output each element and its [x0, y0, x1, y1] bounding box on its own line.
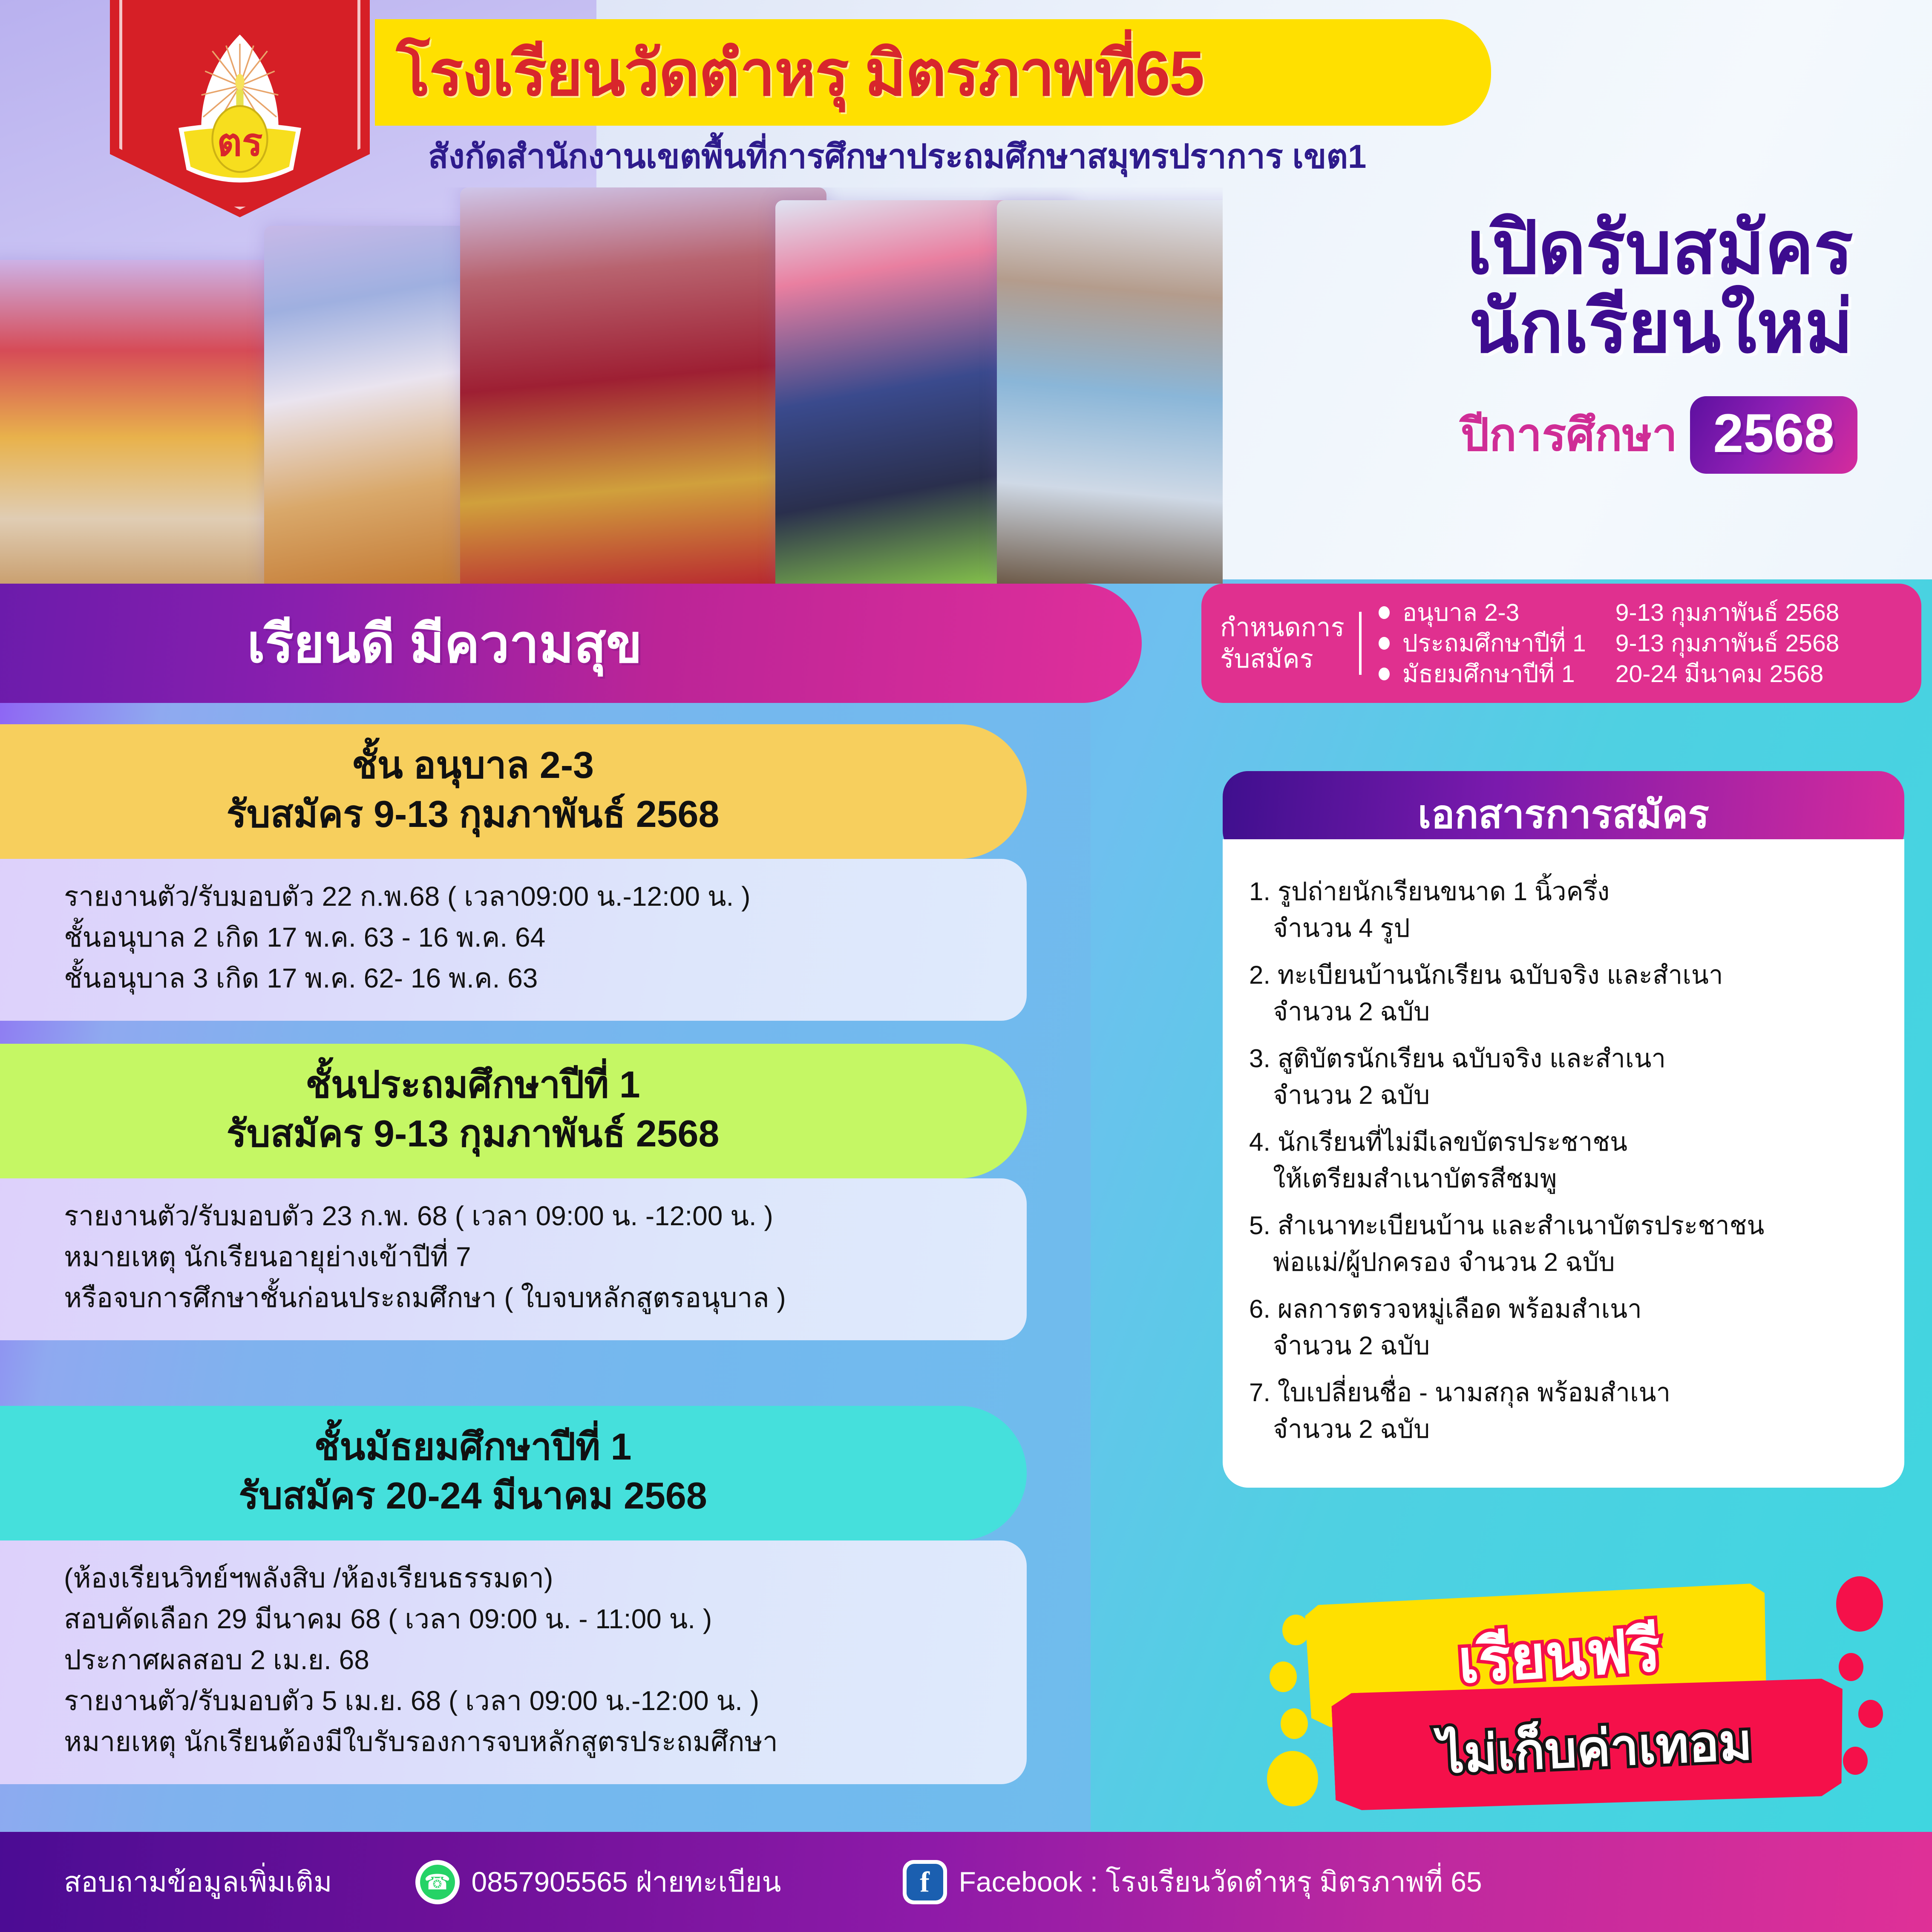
- documents-title: เอกสารการสมัคร: [1223, 771, 1904, 856]
- slogan-banner: [0, 584, 1142, 703]
- bullet-icon: [1379, 668, 1390, 680]
- section-body-primary: [0, 1178, 1027, 1340]
- section-head-line1: ชั้นมัธยมศึกษาปีที่ 1: [314, 1425, 632, 1468]
- document-line2: พ่อแม่/ผู้ปกครอง จำนวน 2 ฉบับ: [1273, 1248, 1615, 1276]
- document-line1: 2. ทะเบียนบ้านนักเรียน ฉบับจริง และสำเนา: [1249, 961, 1723, 989]
- facebook-contact[interactable]: [903, 1860, 1482, 1904]
- document-line1: 7. ใบเปลี่ยนชื่อ - นามสกุล พร้อมสำเนา: [1249, 1378, 1671, 1407]
- document-item: [1249, 873, 1879, 947]
- bullet-icon: [1379, 637, 1390, 650]
- section-header-secondary: [0, 1406, 1027, 1540]
- documents-card: [1223, 771, 1904, 1488]
- bullet-icon: [1379, 606, 1390, 619]
- section-head-line2: รับสมัคร 9-13 กุมภาพันธ์ 2568: [226, 1112, 720, 1155]
- section-body-secondary: [0, 1540, 1027, 1784]
- schedule-label: [1220, 612, 1362, 675]
- affiliation-subtitle: สังกัดสำนักงานเขตพื้นที่การศึกษาประถมศึกษาสมุทรปราการ เขต1: [428, 138, 1367, 175]
- free-tuition-badge: [1261, 1576, 1892, 1802]
- academic-year-badge: [1690, 396, 1857, 474]
- section-head-line1: ชั้น อนุบาล 2-3: [351, 744, 594, 786]
- section-kindergarten: [0, 724, 1027, 1021]
- document-line1: 4. นักเรียนที่ไม่มีเลขบัตรประชาชน: [1249, 1128, 1628, 1156]
- section-body-line: ชั้นอนุบาล 3 เกิด 17 พ.ค. 62- 16 พ.ค. 63: [64, 963, 538, 993]
- section-body-line: ประกาศผลสอบ 2 เม.ย. 68: [64, 1644, 369, 1675]
- contact-label: สอบถามข้อมูลเพิ่มเติม: [64, 1866, 332, 1897]
- section-body-line: หมายเหตุ นักเรียนอายุย่างเข้าปีที่ 7: [64, 1241, 471, 1272]
- document-line2: จำนวน 2 ฉบับ: [1273, 1331, 1430, 1360]
- document-line1: 1. รูปถ่ายนักเรียนขนาด 1 นิ้วครึ่ง: [1249, 877, 1610, 906]
- hero-line-1: เปิดรับสมัคร: [1466, 207, 1853, 289]
- section-header-primary: [0, 1044, 1027, 1178]
- facebook-page: Facebook : โรงเรียนวัดตำหรุ มิตรภาพที่ 65: [959, 1866, 1482, 1897]
- photo-thai-dance: [460, 187, 826, 584]
- footer-bar: [0, 1832, 1932, 1932]
- school-crest-icon: [148, 22, 331, 205]
- section-body-line: หรือจบการศึกษาชั้นก่อนประถมศึกษา ( ใบจบหลักสูตรอนุบาล ): [64, 1282, 786, 1313]
- section-body-line: รายงานตัว/รับมอบตัว 23 ก.พ. 68 ( เวลา 09:00 น. -12:00 น. ): [64, 1201, 773, 1231]
- academic-year-label: ปีการศึกษา: [1460, 410, 1678, 460]
- schedule-row: [1379, 597, 1840, 628]
- section-body-line: (ห้องเรียนวิทย์ฯพลังสิบ /ห้องเรียนธรรมดา): [64, 1563, 553, 1593]
- phone-contact[interactable]: [415, 1860, 781, 1904]
- svg-text:ตร: ตร: [217, 121, 263, 164]
- documents-list: [1223, 839, 1904, 1488]
- academic-year-row: [1460, 396, 1857, 474]
- free-badge-line2: ไม่เก็บค่าเทอม: [1437, 1714, 1753, 1784]
- schedule-level: มัธยมศึกษาปีที่ 1: [1402, 660, 1575, 688]
- document-item: [1249, 1291, 1879, 1364]
- document-item: [1249, 1124, 1879, 1197]
- document-line2: จำนวน 2 ฉบับ: [1273, 997, 1430, 1026]
- section-primary: [0, 1044, 1027, 1340]
- section-body-line: รายงานตัว/รับมอบตัว 22 ก.พ.68 ( เวลา09:00 น.-12:00 น. ): [64, 881, 751, 912]
- document-item: [1249, 1040, 1879, 1114]
- schedule-level: ประถมศึกษาปีที่ 1: [1402, 630, 1586, 657]
- schedule-rows: [1362, 597, 1840, 689]
- free-badge-line1: เรียนฟรี: [1456, 1616, 1662, 1696]
- slogan-text: เรียนดี มีความสุข: [247, 614, 642, 674]
- document-line2: จำนวน 4 รูป: [1273, 914, 1410, 942]
- phone-number: 0857905565 ฝ่ายทะเบียน: [471, 1866, 781, 1897]
- hero-line-2: นักเรียนใหม่: [1469, 286, 1853, 368]
- schedule-date: 9-13 กุมภาพันธ์ 2568: [1615, 630, 1840, 657]
- document-item: [1249, 1374, 1879, 1448]
- section-body-line: หมายเหตุ นักเรียนต้องมีใบรับรองการจบหลักสูตรประถมศึกษา: [64, 1726, 778, 1757]
- section-head-line2: รับสมัคร 20-24 มีนาคม 2568: [239, 1474, 707, 1517]
- section-head-line2: รับสมัคร 9-13 กุมภาพันธ์ 2568: [226, 793, 720, 835]
- section-body-line: สอบคัดเลือก 29 มีนาคม 68 ( เวลา 09:00 น. - 11:00 น. ): [64, 1604, 712, 1634]
- document-item: [1249, 957, 1879, 1030]
- section-body-line: ชั้นอนุบาล 2 เกิด 17 พ.ค. 63 - 16 พ.ค. 64: [64, 922, 546, 953]
- phone-icon: ☎: [415, 1860, 460, 1904]
- schedule-row: [1379, 628, 1840, 659]
- schedule-box: [1201, 584, 1921, 703]
- schedule-date: 20-24 มีนาคม 2568: [1615, 660, 1824, 688]
- schedule-date: 9-13 กุมภาพันธ์ 2568: [1615, 599, 1840, 626]
- document-line2: จำนวน 2 ฉบับ: [1273, 1415, 1430, 1443]
- schedule-row: [1379, 659, 1840, 689]
- page-title: โรงเรียนวัดตำหรุ มิตรภาพที่65: [396, 38, 1204, 109]
- document-line2: จำนวน 2 ฉบับ: [1273, 1081, 1430, 1109]
- document-item: [1249, 1207, 1879, 1281]
- section-secondary: [0, 1406, 1027, 1784]
- section-head-line1: ชั้นประถมศึกษาปีที่ 1: [305, 1063, 640, 1106]
- schedule-label-line2: รับสมัคร: [1220, 645, 1313, 673]
- schedule-label-line1: กำหนดการ: [1220, 613, 1345, 642]
- section-body-line: รายงานตัว/รับมอบตัว 5 เม.ย. 68 ( เวลา 09:00 น.-12:00 น. ): [64, 1685, 759, 1716]
- section-body-kindergarten: [0, 859, 1027, 1021]
- hero-announcement: [976, 209, 1853, 366]
- document-line2: ให้เตรียมสำเนาบัตรสีชมพู: [1273, 1164, 1557, 1193]
- document-line1: 5. สำเนาทะเบียนบ้าน และสำเนาบัตรประชาชน: [1249, 1211, 1765, 1240]
- document-line1: 3. สูติบัตรนักเรียน ฉบับจริง และสำเนา: [1249, 1044, 1666, 1073]
- schedule-level: อนุบาล 2-3: [1402, 599, 1520, 626]
- document-line1: 6. ผลการตรวจหมู่เลือด พร้อมสำเนา: [1249, 1295, 1642, 1323]
- academic-year-value: 2568: [1713, 403, 1834, 464]
- section-header-kindergarten: [0, 724, 1027, 859]
- facebook-icon: f: [903, 1860, 947, 1904]
